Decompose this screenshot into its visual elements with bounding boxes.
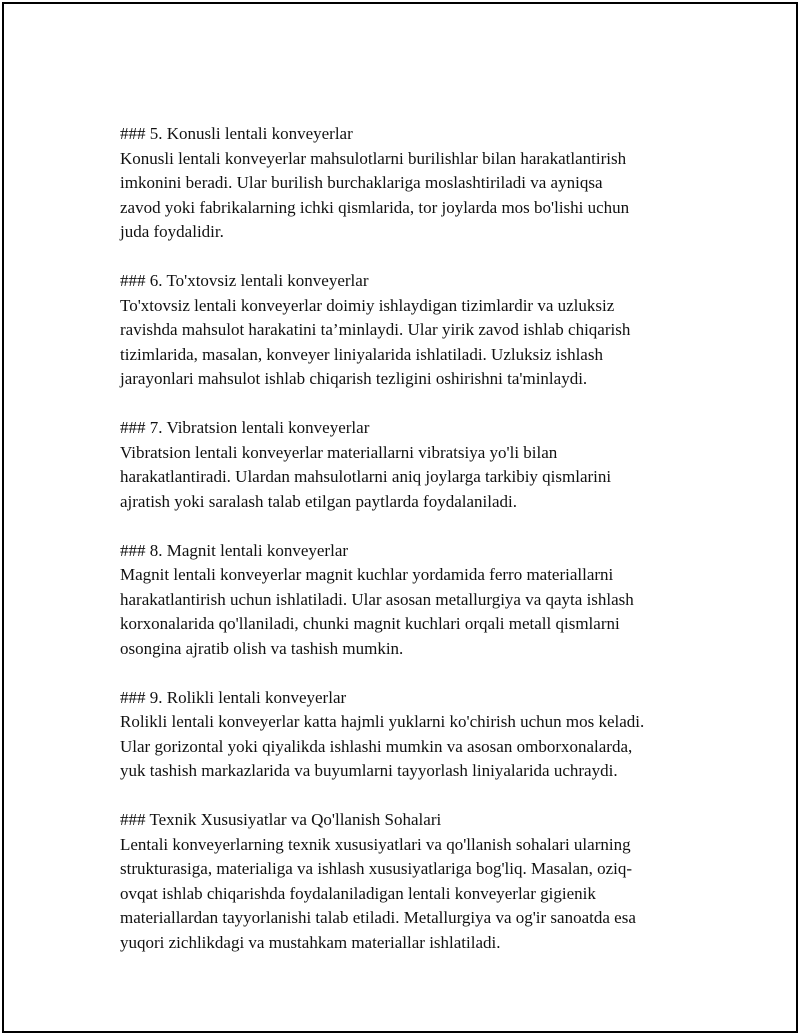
section-9-rolikli: [120, 686, 700, 784]
section-heading: ### 8. Magnit lentali konveyerlar: [120, 540, 349, 560]
section-heading: ### 5. Konusli lentali konveyerlar: [120, 124, 353, 143]
section-6-toxtovsiz: [120, 269, 700, 392]
section-8-magnit: [120, 539, 700, 662]
section-paragraph: Rolikli lentali konveyerlar katta hajmli yuklarni ko'chirish uchun mos keladi. Ular gorizontal yoki qiyalikda ishlashi mumkin va asosan omborxonalarda, yuk tashish markazlarida va buyumlarni tayyorlash liniyalarida uchraydi.: [120, 712, 645, 780]
section-texnik-xususiyatlar: [120, 808, 700, 955]
document-content: [120, 122, 700, 980]
section-paragraph: Magnit lentali konveyerlar magnit kuchlar yordamida ferro materiallarni harakatlantirish uchun ishlatiladi. Ular asosan metallurgiya va qayta ishlash korxonalarida qo'llaniladi, chunki magnit kuchlari orqali metall qismlarni osongina ajratib olish va tashish mumkin.: [120, 565, 634, 658]
section-paragraph: Vibratsion lentali konveyerlar materiallarni vibratsiya yo'li bilan harakatlantiradi. Ulardan mahsulotlarni aniq joylarga tarkibiy qismlarini ajratish yoki saralash talab etilgan paytlarda foydalaniladi.: [120, 442, 612, 511]
section-paragraph: Lentali konveyerlarning texnik xususiyatlari va qo'llanish sohalari ularning strukturasiga, materialiga va ishlash xususiyatlariga bog'liq. Masalan, oziq- ovqat ishlab chiqarishda foydalaniladigan lentali konveyerlar gigienik materiallardan tayyorlanishi talab etiladi. Metallurgiya va og'ir sanoatda esa yuqori zichlikdagi va mustahkam materiallar ishlatiladi.: [120, 834, 636, 952]
section-paragraph: To'xtovsiz lentali konveyerlar doimiy ishlaydigan tizimlardir va uzluksiz ravishda mahsulot harakatini ta’minlaydi. Ular yirik zavod ishlab chiqarish tizimlarida, masalan, konveyer liniyalarida ishlatiladi. Uzluksiz ishlash jarayonlari mahsulot ishlab chiqarish tezligini oshirishni ta'minlaydi.: [120, 295, 631, 388]
section-7-vibratsion: [120, 416, 700, 514]
section-heading: ### 6. To'xtovsiz lentali konveyerlar: [120, 271, 369, 290]
section-5-konusli: [120, 122, 700, 245]
section-heading: ### 7. Vibratsion lentali konveyerlar: [120, 418, 370, 437]
section-paragraph: Konusli lentali konveyerlar mahsulotlarni burilishlar bilan harakatlantirish imkonini beradi. Ular burilish burchaklariga moslashtiriladi va ayniqsa zavod yoki fabrikalarning ichki qismlarida, tor joylarda mos bo'lishi uchun juda foydalidir.: [120, 148, 630, 241]
page-frame: [2, 2, 798, 1033]
section-heading: ### Texnik Xususiyatlar va Qo'llanish Sohalari: [120, 810, 442, 829]
section-heading: ### 9. Rolikli lentali konveyerlar: [120, 687, 347, 707]
